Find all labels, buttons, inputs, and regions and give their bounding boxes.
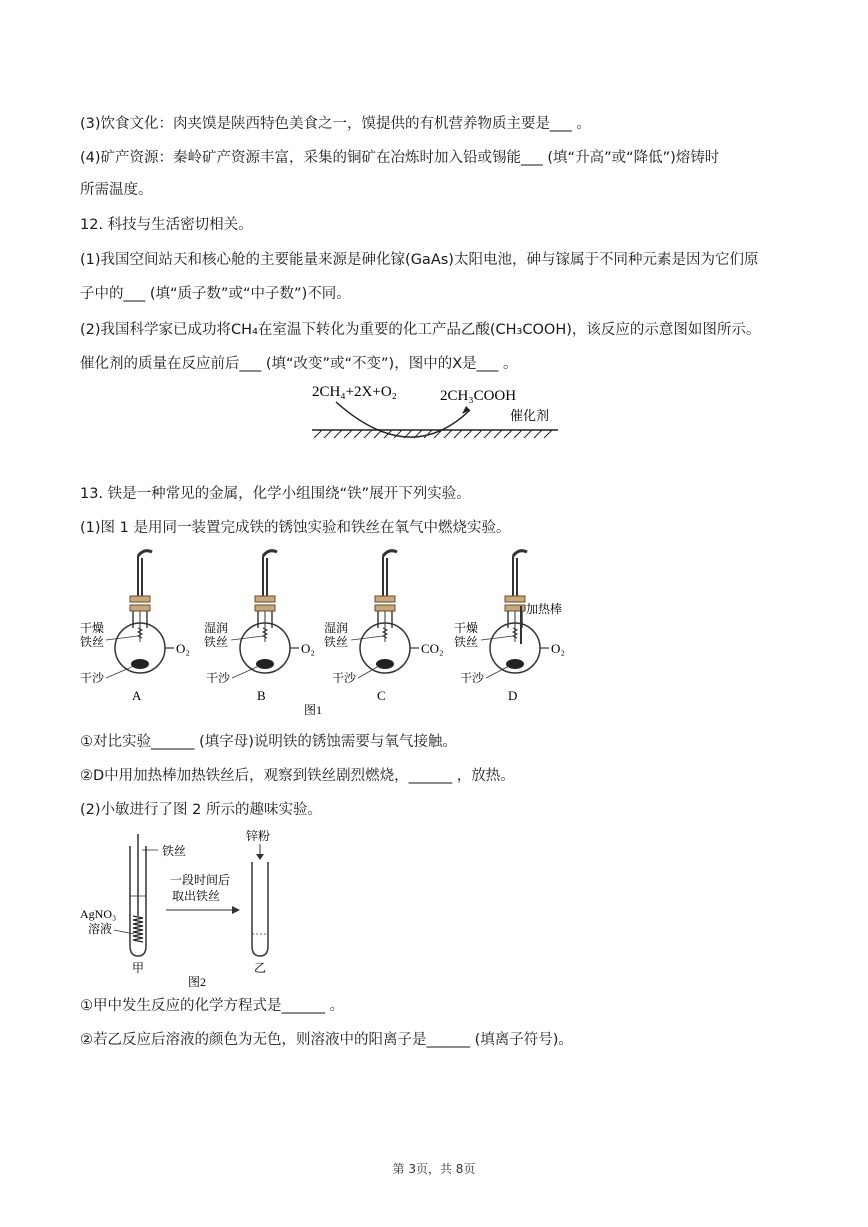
step-label-2: 取出铁丝 xyxy=(172,889,221,903)
iron-wire-label: 铁丝 xyxy=(162,844,187,858)
q11-part4-line2: 所需温度。 xyxy=(80,182,153,198)
flask-d-rod-label: 加热棒 xyxy=(526,602,563,616)
q12-title: 12. 科技与生活密切相关。 xyxy=(80,217,253,233)
agno3-label: AgNO₃ xyxy=(80,907,117,921)
q13-part2: (2)小敏进行了图 2 所示的趣味实验。 xyxy=(80,802,322,818)
flask-d-letter: D xyxy=(508,688,518,703)
q13-part2-ii: ②若乙反应后溶液的颜色为无色，则溶液中的阳离子是______ (填离子符号)。 xyxy=(80,1032,573,1048)
flask-d-gas: O₂ xyxy=(551,641,565,656)
tube-yi xyxy=(246,828,270,975)
flask-d-wire-label2: 铁丝 xyxy=(454,635,479,649)
reaction-reactants: 2CH₄+2X+O₂ xyxy=(312,384,397,400)
flask-a xyxy=(80,551,190,703)
flask-c-sand-label: 干沙 xyxy=(332,671,357,685)
q12-part2-line1: (2)我国科学家已成功将CH₄在室温下转化为重要的化工产品乙酸(CH₃COOH)，该反应的示意图如图所示。 xyxy=(80,322,761,338)
step-label-1: 一段时间后 xyxy=(170,873,231,887)
q13-part1-ii: ②D中用加热棒加热铁丝后，观察到铁丝剧烈燃烧，______ ，放热。 xyxy=(80,768,515,784)
figure-2-caption: 图2 xyxy=(188,975,207,988)
flask-a-wire-label2: 铁丝 xyxy=(80,635,105,649)
flask-b-letter: B xyxy=(257,688,266,703)
flask-c-wire-label: 湿润 xyxy=(324,621,349,635)
zinc-arrowhead xyxy=(256,854,264,860)
flask-c-gas: CO₂ xyxy=(421,641,444,656)
flask-d xyxy=(454,551,565,703)
q12-part1-line2: 子中的___ (填“质子数”或“中子数”)不同。 xyxy=(80,286,351,302)
q13-part1: (1)图 1 是用同一装置完成铁的锈蚀实验和铁丝在氧气中燃烧实验。 xyxy=(80,520,511,536)
flask-d-sand-label: 干沙 xyxy=(460,671,485,685)
figure-1 xyxy=(76,548,576,718)
zinc-label: 锌粉 xyxy=(246,829,271,843)
step-arrowhead xyxy=(232,906,240,914)
page-footer: 第 3页，共 8页 xyxy=(392,1162,476,1176)
reaction-diagram xyxy=(300,378,570,440)
iron-coil xyxy=(133,916,143,942)
flask-a-letter: A xyxy=(132,688,142,703)
flask-a-sand-label: 干沙 xyxy=(80,671,105,685)
tube-yi-label: 乙 xyxy=(254,961,267,975)
flask-b-wire-label2: 铁丝 xyxy=(204,635,229,649)
q11-part3: (3)饮食文化：肉夹馍是陕西特色美食之一，馍提供的有机营养物质主要是___ 。 xyxy=(80,116,591,132)
q11-part4-line1: (4)矿产资源：秦岭矿产资源丰富，采集的铜矿在冶炼时加入铅或锡能___ (填“升高”或“降低”)熔铸时 xyxy=(80,150,720,166)
flask-b-gas: O₂ xyxy=(301,641,315,656)
catalyst-label: 催化剂 xyxy=(510,409,550,424)
q12-part2-line2: 催化剂的质量在反应前后___ (填“改变”或“不变”)，图中的X是___ 。 xyxy=(80,356,518,372)
q12-part1-line1: (1)我国空间站天和核心舱的主要能量来源是砷化镓(GaAs)太阳电池，砷与镓属于不同种元素是因为它们原 xyxy=(80,252,759,268)
q13-title: 13. 铁是一种常见的金属，化学小组围绕“铁”展开下列实验。 xyxy=(80,486,471,502)
q13-part2-i: ①甲中发生反应的化学方程式是______ 。 xyxy=(80,998,345,1014)
flask-b xyxy=(204,551,315,703)
flask-c xyxy=(324,551,444,703)
tube-jia-label: 甲 xyxy=(132,961,145,975)
flask-a-wire-label: 干燥 xyxy=(80,621,105,635)
flask-b-sand-label: 干沙 xyxy=(206,671,231,685)
figure-1-caption: 图1 xyxy=(304,703,323,717)
flask-c-wire-label2: 铁丝 xyxy=(324,635,349,649)
solution-label: 溶液 xyxy=(88,922,113,936)
flask-d-wire-label: 干燥 xyxy=(454,621,479,635)
tube-jia xyxy=(80,834,186,975)
flask-a-gas: O₂ xyxy=(176,641,190,656)
q13-part1-i: ①对比实验______ (填字母)说明铁的锈蚀需要与氧气接触。 xyxy=(80,734,457,750)
figure-2 xyxy=(76,826,316,988)
flask-c-letter: C xyxy=(377,688,386,703)
reaction-product: 2CH₃COOH xyxy=(440,388,517,404)
flask-b-wire-label: 湿润 xyxy=(204,621,229,635)
